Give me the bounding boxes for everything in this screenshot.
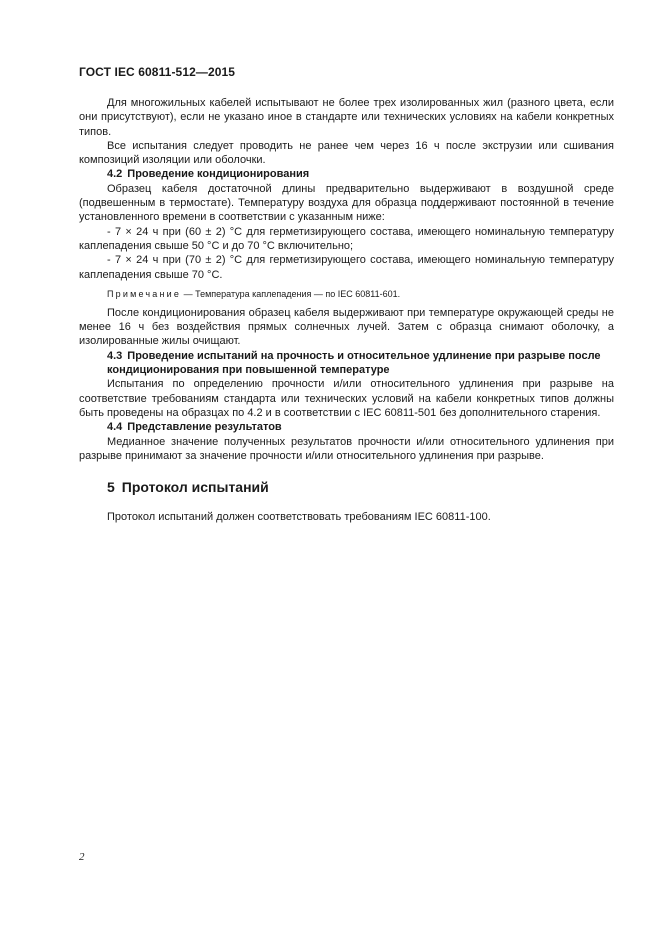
paragraph-test-report: Протокол испытаний должен соответствовать требованиям IEC 60811-100. bbox=[107, 511, 491, 524]
list-item-70c: - 7 × 24 ч при (70 ± 2) °С для герметизирующего состава, имеющего номинальную температуру каплепадения свыше 70 °С. bbox=[79, 254, 614, 281]
subsection-title-line2: кондиционирования при повышенной температуре bbox=[107, 364, 390, 377]
subsection-title: Представление результатов bbox=[127, 421, 282, 434]
paragraph-tensile-tests: Испытания по определению прочности и/или относительного удлинения при разрыве на соответствие требованиям стандарта или технических условий на кабели конкретных типов должны быть проведены на образцах по 4.2 и в соответствии с IEC 60811-501 без дополнительного старения. bbox=[79, 378, 614, 419]
subsection-title: Проведение кондиционирования bbox=[127, 168, 310, 181]
section-title: Протокол испытаний bbox=[121, 479, 269, 496]
paragraph-results: Медианное значение полученных результатов прочности и/или относительного удлинения при разрыве принимают за значение прочности и/или относительного удлинения при разрыве. bbox=[79, 435, 614, 462]
section-number: 5 bbox=[107, 479, 115, 496]
list-item-60c: - 7 × 24 ч при (60 ± 2) °С для герметизирующего состава, имеющего номинальную температуру каплепадения свыше 50 °С и до 70 °С включительно; bbox=[79, 225, 614, 252]
note bbox=[79, 288, 614, 301]
paragraph-after-conditioning: После кондиционирования образец кабеля выдерживают при температуре окружающей среды не менее 16 ч без воздействия прямых солнечных лучей. Затем с образца снимают оболочку, а изолированные жилы очищают. bbox=[79, 306, 614, 348]
subsection-heading-4-2 bbox=[79, 167, 614, 181]
subsection-heading-4-3 bbox=[79, 349, 614, 378]
paragraph-conditioning: Образец кабеля достаточной длины предварительно выдерживают в воздушной среде (подвешенным в термостате). Температуру воздуха для образца поддерживают постоянной в течение установленного времени в соответствии с указанным ниже: bbox=[79, 182, 614, 224]
section-heading-5 bbox=[79, 478, 614, 496]
subsection-number: 4.4 bbox=[107, 421, 123, 434]
note-text: — Температура каплепадения — по IEC 60811-601. bbox=[183, 288, 401, 299]
page-number: 2 bbox=[79, 851, 85, 863]
subsection-heading-4-4 bbox=[79, 420, 614, 434]
paragraph-test-timing: Все испытания следует проводить не ранее чем через 16 ч после экструзии или сшивания композиций изоляции или оболочки. bbox=[79, 139, 614, 167]
subsection-number: 4.3 bbox=[107, 349, 123, 362]
paragraph-multicore: Для многожильных кабелей испытывают не более трех изолированных жил (разного цвета, если они присутствуют), если не указано иное в стандарте или технических условиях на кабели конкретных типов. bbox=[79, 97, 614, 138]
page-header-title: ГОСТ IEC 60811-512—2015 bbox=[79, 65, 236, 79]
subsection-title-line1: Проведение испытаний на прочность и относительное удлинение при разрыве после bbox=[127, 349, 601, 362]
document-body bbox=[79, 96, 614, 524]
subsection-number: 4.2 bbox=[107, 168, 123, 181]
note-label: Примечание bbox=[107, 288, 182, 299]
